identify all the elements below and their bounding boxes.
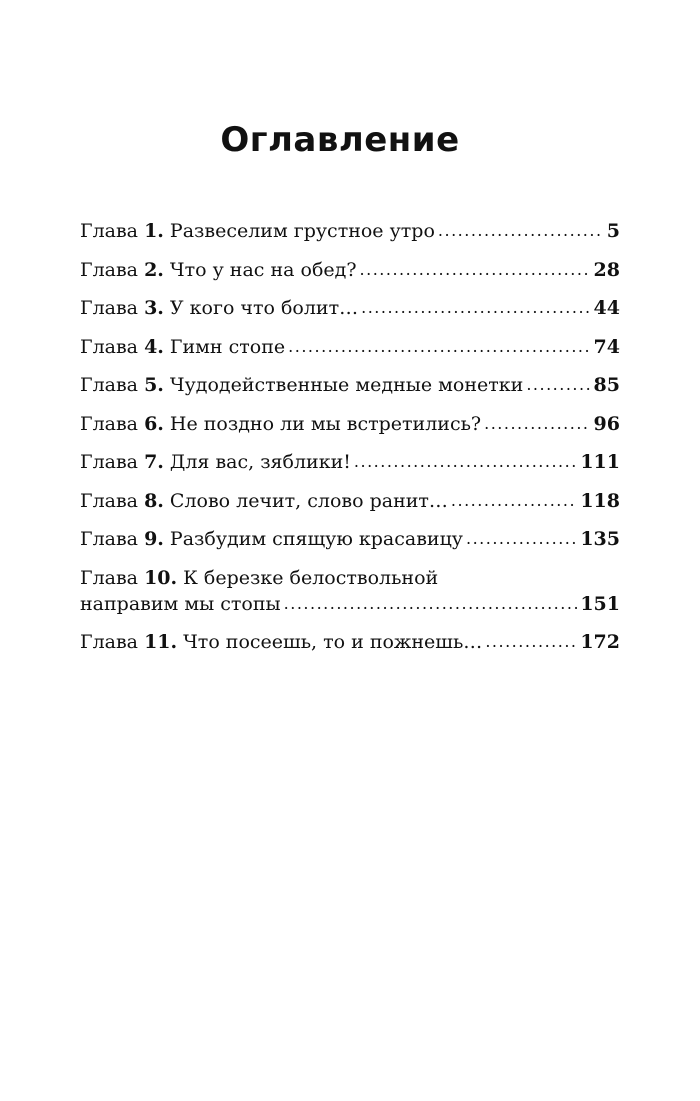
chapter-label: Глава 7. (80, 451, 164, 473)
chapter-label: Глава 5. (80, 374, 164, 396)
page-number: 151 (580, 592, 620, 615)
page-number: 172 (580, 631, 620, 653)
chapter-label: Глава 3. (80, 297, 164, 319)
dot-leader (354, 449, 577, 475)
chapter-number: 9. (144, 528, 164, 550)
chapter-label: Глава 8. (80, 489, 164, 512)
toc-entry-4[interactable] (80, 334, 620, 361)
chapter-title: Что у нас на обед? (169, 258, 357, 281)
page-number: 96 (593, 412, 620, 435)
chapter-number: 6. (144, 412, 164, 435)
toc-entry-7[interactable] (80, 449, 620, 476)
chapter-number: 3. (144, 297, 164, 319)
page-number: 111 (580, 451, 620, 473)
dot-leader (438, 218, 604, 244)
toc-entry-11[interactable] (80, 629, 620, 656)
toc-entry-8[interactable] (80, 488, 620, 515)
dot-leader (466, 526, 577, 552)
toc-entry-3[interactable] (80, 295, 620, 322)
chapter-number: 8. (144, 489, 164, 512)
dot-leader (288, 334, 590, 360)
toc-entry-2[interactable] (80, 257, 620, 284)
dot-leader (451, 488, 577, 514)
toc-entry-1[interactable] (80, 218, 620, 245)
chapter-label: Глава 4. (80, 335, 164, 358)
chapter-title: Что посеешь, то и пожнешь… (183, 631, 483, 653)
table-of-contents (80, 218, 620, 668)
chapter-label: Глава 2. (80, 258, 164, 281)
page-number: 135 (580, 528, 620, 550)
chapter-title: У кого что болит… (169, 297, 359, 319)
toc-entry-10[interactable] (80, 565, 620, 618)
chapter-label: Глава 9. (80, 528, 164, 550)
page-number: 74 (593, 335, 620, 358)
chapter-title: К березке белоствольной (183, 566, 439, 589)
chapter-number: 7. (144, 451, 164, 473)
toc-entry-9[interactable] (80, 526, 620, 553)
page-number: 118 (580, 489, 620, 512)
dot-leader (361, 295, 590, 321)
chapter-number: 11. (144, 631, 178, 653)
dot-leader (484, 411, 590, 437)
chapter-title-first-line: Глава 10. К березке белоствольной (80, 566, 439, 589)
dot-leader (360, 257, 591, 283)
chapter-number: 1. (144, 220, 164, 242)
dot-leader (284, 591, 578, 617)
dot-leader (526, 372, 590, 398)
chapter-label: Глава 11. (80, 631, 178, 653)
page-number: 28 (593, 258, 620, 281)
chapter-title-continued: направим мы стопы (80, 592, 281, 615)
toc-entry-5[interactable] (80, 372, 620, 399)
chapter-label: Глава 6. (80, 412, 164, 435)
dot-leader (485, 629, 577, 655)
page-number: 44 (593, 297, 620, 319)
chapter-number: 2. (144, 258, 164, 281)
page-number: 5 (606, 220, 620, 242)
chapter-title: Для вас, зяблики! (169, 451, 351, 473)
chapter-title: Чудодейственные медные монетки (169, 374, 524, 396)
toc-entry-6[interactable] (80, 411, 620, 438)
chapter-number: 5. (144, 374, 164, 396)
page-number: 85 (593, 374, 620, 396)
chapter-number: 10. (144, 566, 178, 589)
chapter-title: Гимн стопе (169, 335, 286, 358)
chapter-title: Развеселим грустное утро (169, 220, 435, 242)
chapter-title: Слово лечит, слово ранит… (169, 489, 448, 512)
chapter-title: Не поздно ли мы встретились? (169, 412, 482, 435)
chapter-title: Разбудим спящую красавицу (169, 528, 463, 550)
page-title: Оглавление (220, 120, 460, 160)
chapter-label: Глава 1. (80, 220, 164, 242)
chapter-number: 4. (144, 335, 164, 358)
